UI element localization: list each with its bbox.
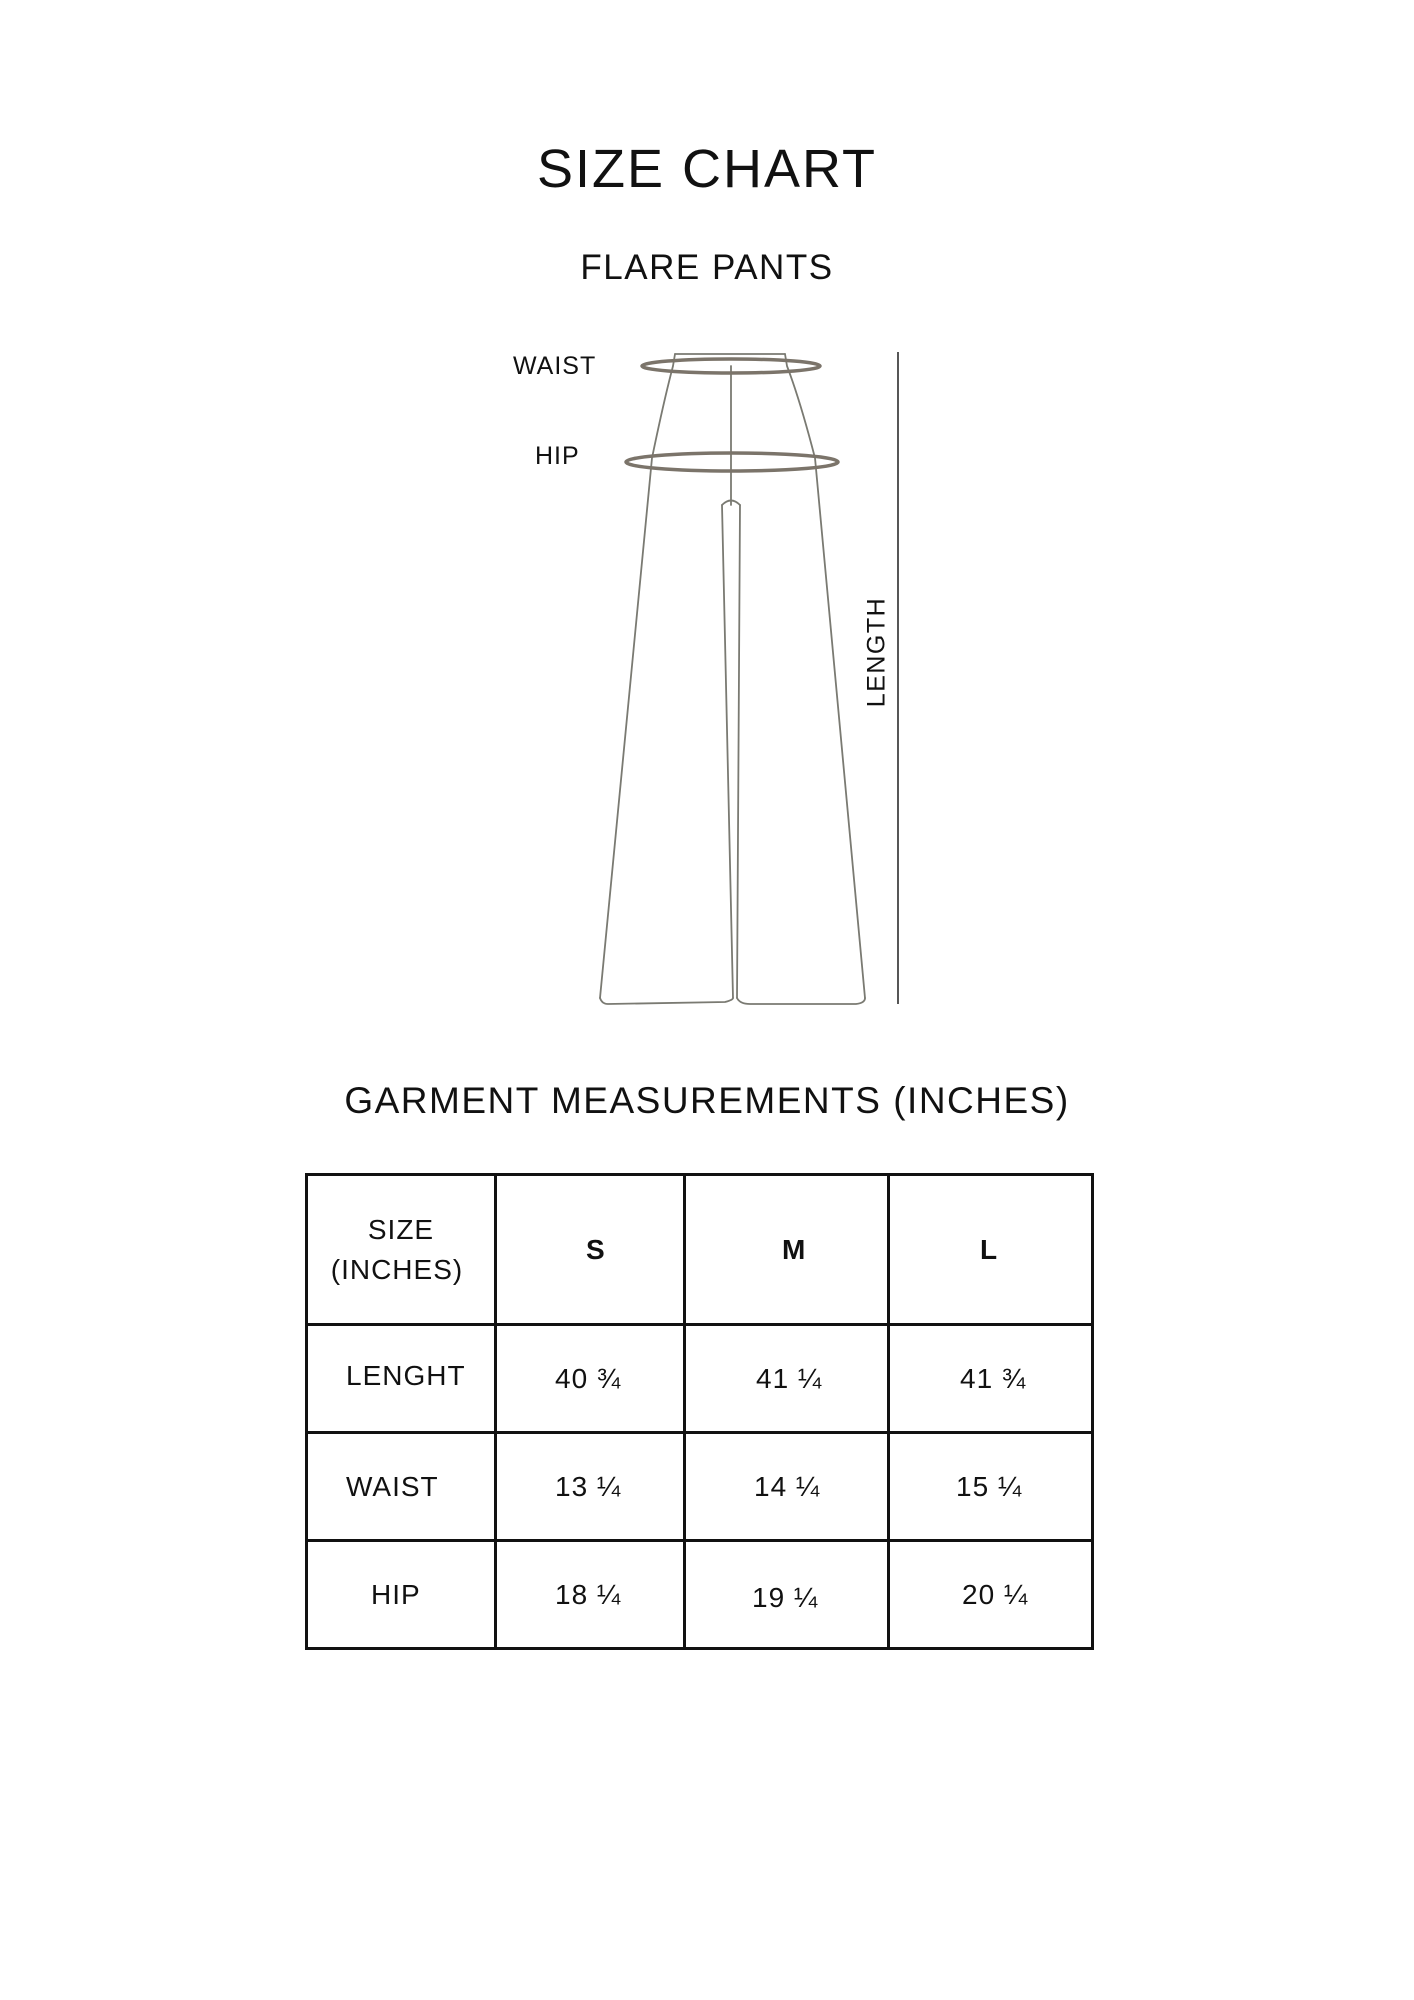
page-title: SIZE CHART: [536, 139, 878, 199]
size-header-line2: (INCHES): [330, 1253, 464, 1285]
value-hip-l: 20 ¼: [889, 1541, 1093, 1649]
size-table: [305, 1173, 1094, 1650]
pants-right-outseam: [785, 354, 865, 998]
row-label-waist: WAIST: [307, 1433, 496, 1541]
table-row: [307, 1433, 1093, 1541]
hip-measure-ring: [626, 453, 838, 471]
size-header-cell: [307, 1175, 496, 1325]
pants-left-inseam: [722, 505, 733, 998]
row-label-length: LENGHT: [307, 1325, 496, 1433]
value-length-l: 41 ¾: [889, 1325, 1093, 1433]
table-row: [307, 1325, 1093, 1433]
table-row: [307, 1541, 1093, 1649]
table-header-row: [307, 1175, 1093, 1325]
measurements-heading: GARMENT MEASUREMENTS (INCHES): [344, 1080, 1070, 1121]
value-waist-l: 15 ¼: [889, 1433, 1093, 1541]
page-subtitle: FLARE PANTS: [580, 248, 834, 287]
value-hip-s: 18 ¼: [496, 1541, 685, 1649]
value-length-m: 41 ¼: [685, 1325, 889, 1433]
hip-label: HIP: [535, 442, 580, 470]
length-label: LENGTH: [862, 596, 891, 708]
size-header-line1: SIZE: [367, 1213, 435, 1245]
value-waist-s: 13 ¼: [496, 1433, 685, 1541]
size-column-m: M: [685, 1175, 889, 1325]
pants-right-hem: [737, 998, 865, 1004]
pants-left-outseam: [600, 354, 675, 998]
pants-right-inseam: [737, 505, 740, 998]
value-hip-m: 19 ¼: [685, 1541, 889, 1649]
size-column-l: L: [889, 1175, 1093, 1325]
waist-label: WAIST: [513, 352, 597, 380]
value-waist-m: 14 ¼: [685, 1433, 889, 1541]
row-label-hip: HIP: [307, 1541, 496, 1649]
value-length-s: 40 ¾: [496, 1325, 685, 1433]
size-column-s: S: [496, 1175, 685, 1325]
pants-left-hem: [600, 998, 733, 1004]
